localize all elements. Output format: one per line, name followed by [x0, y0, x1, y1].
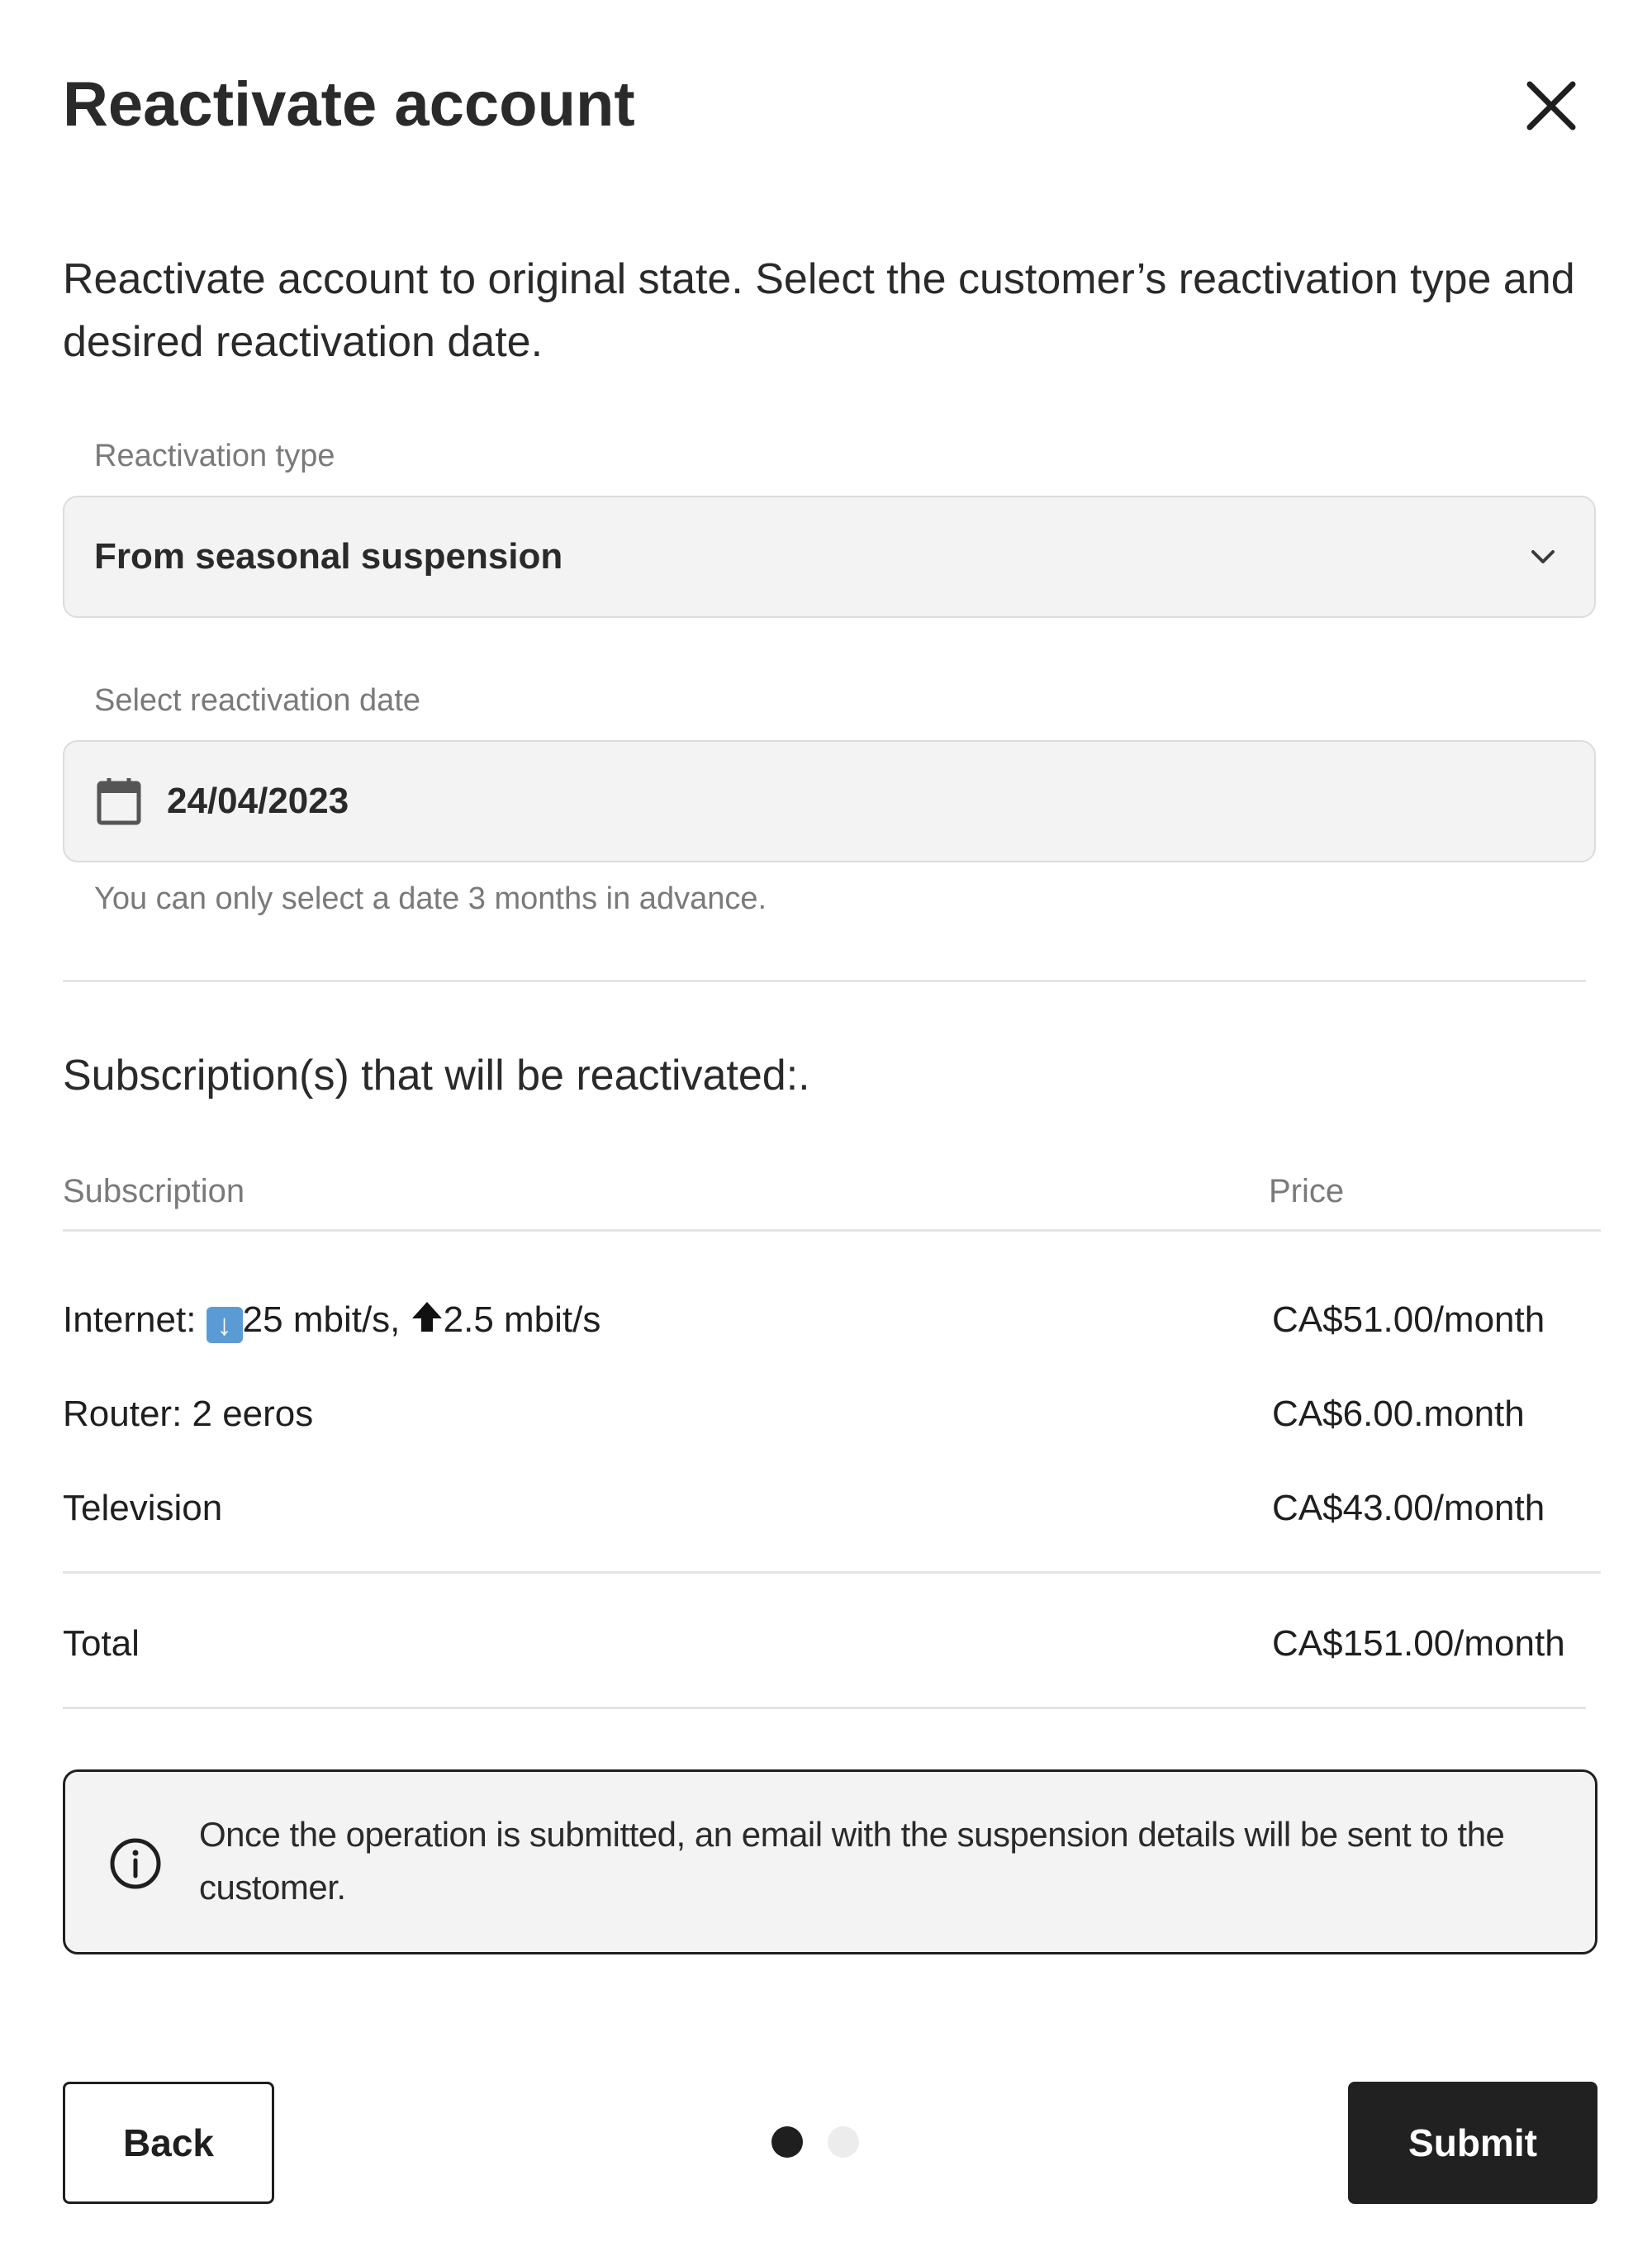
reactivation-type-select[interactable] [63, 496, 1596, 618]
reactivation-date-input[interactable] [63, 740, 1596, 862]
table-row-television: Television [63, 1488, 223, 1528]
price-column-header: Price [1269, 1173, 1345, 1209]
upload-arrow-icon [411, 1299, 444, 1335]
router-price: CA$6.00.month [1272, 1394, 1525, 1434]
date-hint: You can only select a date 3 months in advance. [94, 881, 767, 916]
total-divider [63, 1571, 1601, 1574]
close-icon [1520, 74, 1583, 137]
dialog-description: Reactivate account to original state. Select the customer’s reactivation type and desired reactivation date. [63, 255, 1575, 366]
total-price: CA$151.00/month [1272, 1623, 1565, 1664]
close-button[interactable] [1520, 74, 1583, 137]
info-notice-text: Once the operation is submitted, an email with the suspension details will be sent to the customer. [199, 1815, 1505, 1907]
reactivation-type-label: Reactivation type [94, 439, 335, 473]
subscription-column-header: Subscription [63, 1173, 245, 1209]
calendar-icon [96, 777, 142, 826]
download-speed: 25 mbit/s, [242, 1299, 411, 1340]
reactivation-date-label: Select reactivation date [94, 683, 421, 718]
dialog-title: Reactivate account [63, 69, 635, 140]
info-icon [108, 1836, 163, 1891]
chevron-down-icon [1526, 540, 1559, 573]
upload-speed: 2.5 mbit/s [443, 1299, 601, 1340]
step-indicator-inactive [828, 2126, 859, 2158]
internet-price: CA$51.00/month [1272, 1299, 1545, 1340]
subscriptions-title: Subscription(s) that will be reactivated:. [63, 1052, 810, 1100]
television-price: CA$43.00/month [1272, 1488, 1545, 1528]
info-notice [63, 1769, 1597, 1954]
reactivation-type-value: From seasonal suspension [94, 536, 563, 577]
table-row-router: Router: 2 eeros [63, 1394, 314, 1434]
total-label: Total [63, 1623, 140, 1664]
reactivation-date-value: 24/04/2023 [167, 781, 349, 821]
section-divider [63, 980, 1586, 982]
submit-button[interactable]: Submit [1348, 2082, 1597, 2204]
download-arrow-icon: ↓ [206, 1307, 243, 1343]
back-button[interactable]: Back [63, 2082, 274, 2204]
step-indicator-active [771, 2126, 803, 2158]
internet-label: Internet: [63, 1299, 206, 1340]
table-bottom-divider [63, 1707, 1586, 1709]
table-row-internet [63, 1299, 601, 1343]
table-header-divider [63, 1229, 1601, 1232]
